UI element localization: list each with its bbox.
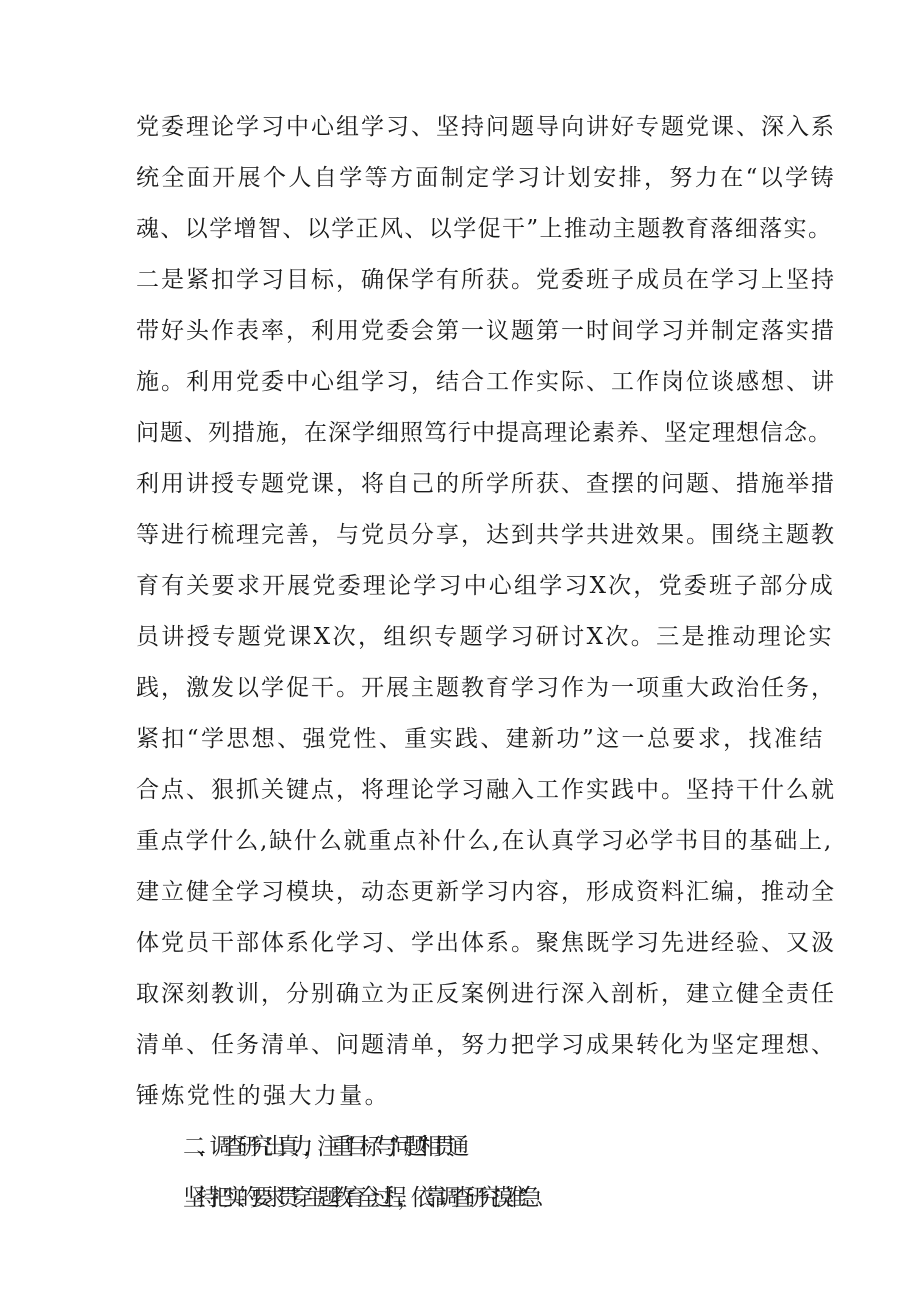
body-line-10: 育有关要求开展党委理论学习中心组学习X次，党委班子部分成 — [136, 573, 835, 599]
body-line-19: 清单、任务清单、问题清单，努力把学习成果转化为坚定理想、 — [136, 1032, 836, 1058]
body-line-3: 魂、以学增智、以学正风、以学促干”上推动主题教育落细落实。 — [136, 216, 833, 242]
body-line-14: 合点、狠抓关键点，将理论学习融入工作实践中。坚持干什么就 — [136, 777, 836, 803]
body-line-15: 重点学什么,缺什么就重点补什么,在认真学习必学书目的基础上, — [136, 828, 833, 854]
body-line-20: 锤炼党性的强大力量。 — [136, 1083, 390, 1109]
body-line-16: 建立健全学习模块，动态更新学习内容，形成资料汇编，推动全 — [136, 879, 836, 905]
body-line-2: 统全面开展个人自学等方面制定学习计划安排，努力在“以学铸 — [136, 165, 836, 191]
body-line-4: 二是紧扣学习目标，确保学有所获。党委班子成员在学习上坚持 — [136, 267, 836, 293]
body-line-17: 体党员干部体系化学习、学出体系。聚焦既学习先进经验、又汲 — [136, 930, 836, 956]
section-heading: 二、调查研究出真力，注重“目标”与“问题”相贯通 — [183, 1134, 460, 1160]
body-line-6: 施。利用党委中心组学习，结合工作实际、工作岗位谈感想、讲 — [136, 369, 836, 395]
section-first-line: 坚持把实的要求贯穿主题教育全过程，依靠调查研究摸准“急 — [183, 1185, 534, 1211]
body-line-13: 紧扣“学思想、强党性、重实践、建新功”这一总要求，找准结 — [136, 726, 825, 752]
body-line-11: 员讲授专题党课X次，组织专题学习研讨X次。三是推动理论实 — [136, 624, 834, 650]
body-line-7: 问题、列措施，在深学细照笃行中提高理论素养、坚定理想信念。 — [136, 420, 832, 446]
body-line-5: 带好头作表率，利用党委会第一议题第一时间学习并制定落实措 — [136, 318, 836, 344]
body-line-18: 取深刻教训，分别确立为正反案例进行深入剖析，建立健全责任 — [136, 981, 836, 1007]
body-line-12: 践，激发以学促干。开展主题教育学习作为一项重大政治任务， — [136, 675, 836, 701]
body-line-9: 等进行梳理完善，与党员分享，达到共学共进效果。围绕主题教 — [136, 522, 836, 548]
body-line-8: 利用讲授专题党课，将自己的所学所获、查摆的问题、措施举措 — [136, 471, 836, 497]
body-line-1: 党委理论学习中心组学习、坚持问题导向讲好专题党课、深入系 — [136, 114, 836, 140]
